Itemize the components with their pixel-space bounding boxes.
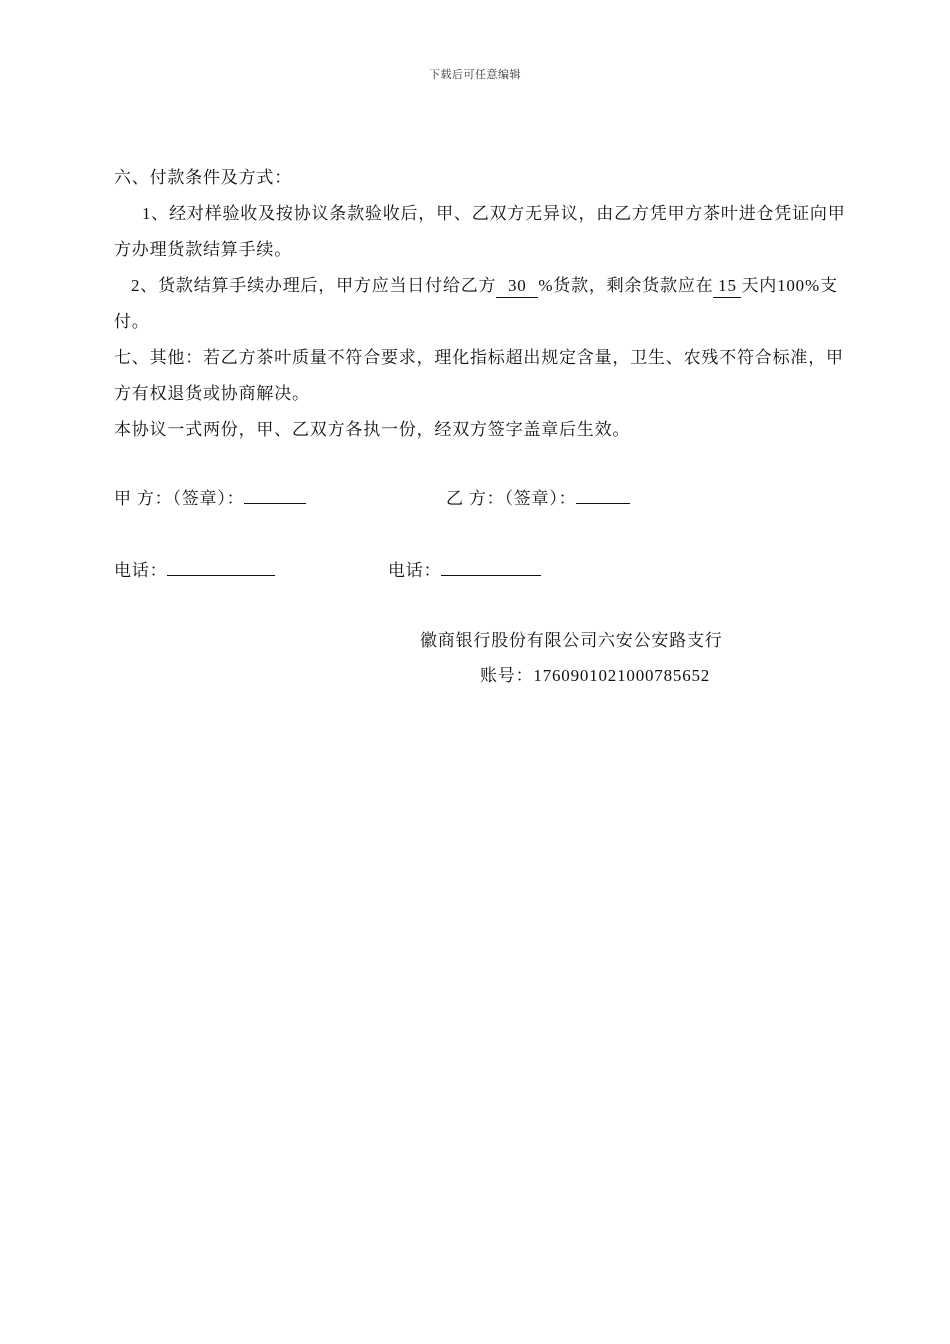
party-a-sign-line[interactable] — [244, 489, 306, 504]
percent-blank: 30 — [496, 275, 538, 298]
section-6-title: 六、付款条件及方式： — [114, 168, 292, 187]
party-b-label: 乙 方：（签章）： — [446, 489, 577, 508]
item-2-text-c: 天内100%支付。 — [114, 276, 838, 331]
page-header: 下载后可任意编辑 — [429, 69, 521, 81]
party-a-label: 甲 方：（签章）： — [114, 489, 245, 508]
party-a-phone-line[interactable] — [167, 561, 275, 576]
section-6-item-2 — [114, 268, 850, 340]
party-a-signature — [114, 484, 306, 509]
party-a-phone-label: 电话： — [114, 561, 168, 580]
item-2-text-a: 2、货款结算手续办理后，甲方应当日付给乙方 — [131, 276, 497, 295]
days-blank: 15 — [713, 275, 741, 298]
party-b-signature — [446, 484, 630, 509]
party-b-phone — [388, 556, 541, 581]
closing-clause: 本协议一式两份，甲、乙双方各执一份，经双方签字盖章后生效。 — [114, 420, 631, 439]
party-a-phone — [114, 556, 275, 581]
section-6-item-1: 1、经对样验收及按协议条款验收后，甲、乙双方无异议，由乙方凭甲方茶叶进仓凭证向甲方办理货款结算手续。 — [114, 204, 846, 259]
contract-body — [114, 160, 850, 448]
party-b-sign-line[interactable] — [576, 489, 630, 504]
bank-account: 账号：1760901021000785652 — [480, 666, 711, 685]
party-b-phone-line[interactable] — [441, 561, 541, 576]
section-7: 七、其他：若乙方茶叶质量不符合要求，理化指标超出规定含量，卫生、农残不符合标准，甲方有权退货或协商解决。 — [114, 348, 844, 403]
bank-name: 徽商银行股份有限公司六安公安路支行 — [420, 631, 723, 650]
party-b-phone-label: 电话： — [388, 561, 442, 580]
item-2-text-b: %货款，剩余货款应在 — [538, 276, 714, 295]
